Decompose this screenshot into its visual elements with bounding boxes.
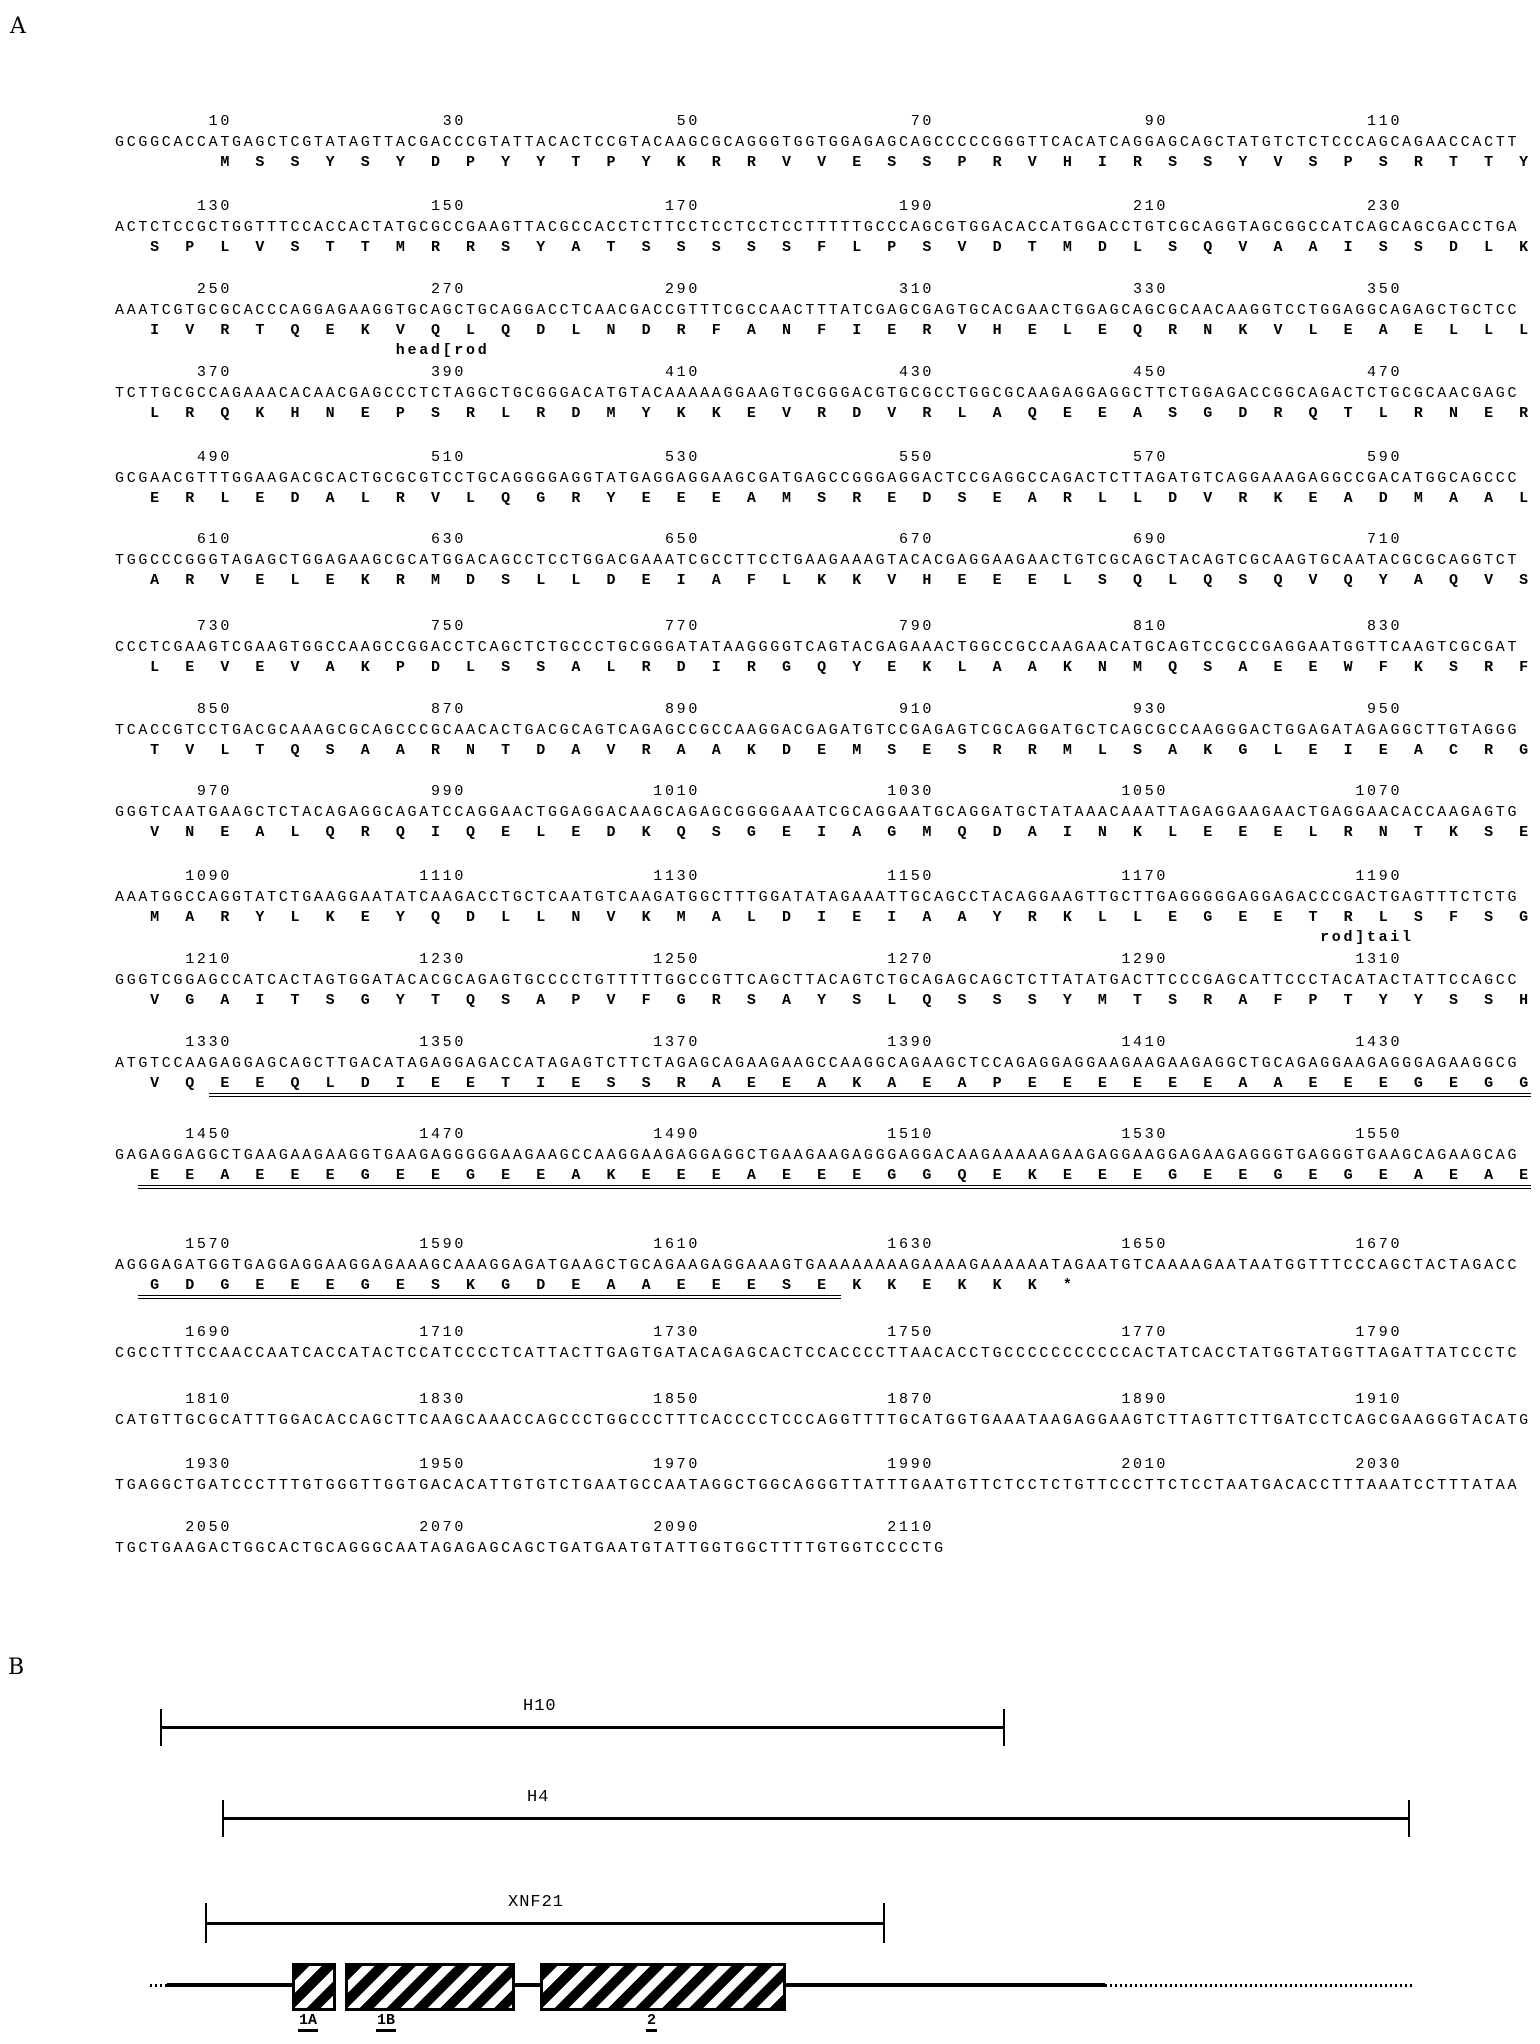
position-numbers-line: 1930 1950 1970 1990 2010 2030 (115, 1456, 1403, 1473)
amino-acid-line: M S S Y S Y D P Y Y T P Y K R R V V E S S P R V H I R S S Y V S P S R T T Y (115, 154, 1531, 171)
nucleotide-line: TGCTGAAGACTGGCACTGCAGGGCAATAGAGAGCAGCTGATGAATGTATTGGTGGCTTTTGTGGTCCCCTG (115, 1540, 946, 1557)
amino-acid-line: V Q E E Q L D I E E T I E S S R A E E A K A E A P E E E E E E A A E E E G E G G (115, 1076, 1531, 1092)
protein-dotted-line (150, 1984, 167, 1987)
position-numbers-line: 1210 1230 1250 1270 1290 1310 (115, 951, 1403, 968)
amino-acid-line: M A R Y L K E Y Q D L L N V K M A L D I E I A A Y R K L L E G E E T R L S F S G (115, 909, 1531, 926)
amino-acid-line: E R L E D A L R V L Q G R Y E E E A M S R E D S E A R L L D V R K E A D M A A L (115, 490, 1531, 507)
clone-name-label: XNF21 (508, 1893, 565, 1912)
position-numbers-line: 730 750 770 790 810 830 (115, 618, 1403, 635)
position-numbers-line: 1810 1830 1850 1870 1890 1910 (115, 1391, 1403, 1408)
clone-right-tick (1408, 1800, 1410, 1837)
clone-extent-line (160, 1726, 1005, 1729)
clone-name-label: H10 (523, 1697, 557, 1716)
panel-b-label: B (8, 1655, 25, 1680)
glutamate-tail-underline: E E A E E E G E E G E E A K E E E A E E E G G Q E K E E E G E E G E G E A E A E (138, 1167, 1530, 1189)
amino-acid-line: S P L V S T T M R R S Y A T S S S S S F L P S V D T M D L S Q V A A I S S D L K (115, 239, 1531, 256)
protein-dotted-line (1105, 1984, 1415, 1987)
nucleotide-line: AAATCGTGCGCACCCAGGAGAAGGTGCAGCTGCAGGACCTCAACGACCGTTTCGCCAACTTTATCGAGCGAGTGCACGAACTGGAGCAGCGCAACAAGGTCCTGGAGGCAGAGCTGCTCC (115, 302, 1520, 319)
nucleotide-line: TCTTGCGCCAGAAACACAACGAGCCCTCTAGGCTGCGGGACATGTACAAAAAGGAAGTGCGGGACGTGCGCCTGGCGCAAGAGGAGGCTTCTGGAGACCGGCAGACTCTGCGCAACGAGC (115, 385, 1520, 402)
position-numbers-line: 1690 1710 1730 1750 1770 1790 (115, 1324, 1403, 1341)
clone-left-tick (222, 1800, 224, 1837)
nucleotide-line: GAGAGGAGGCTGAAGAAGAAGGTGAAGAGGGGGAAGAAGCCAAGGAAGAGGAGGCTGAAGAAGAGGGAGGACAAGAAAAAGAAGAGGAAGGAGAAGAGGGTGAGGGTGAAGCAGAAGCAG (115, 1147, 1520, 1164)
nucleotide-line: TGGCCCGGGTAGAGCTGGAGAAGCGCATGGACAGCCTCCTGGACGAAATCGCCTTCCTGAAGAAAGTACACGAGGAAGAACTGTCGCAGCTACAGTCGCAAGTGCAATACGCGCAGGTCT (115, 552, 1520, 569)
nucleotide-line: TCACCGTCCTGACGCAAAGCGCAGCCCGCAACACTGACGCAGTCAGAGCCGCCAAGGACGAGATGTCCGAGAGTCGCAGGATGCTCAGCGCCAAGGGACTGGAGATAGAGGCTTGTAGGG (115, 722, 1520, 739)
amino-acid-line (115, 1168, 1531, 1184)
position-numbers-line: 850 870 890 910 930 950 (115, 701, 1403, 718)
position-numbers-line: 610 630 650 670 690 710 (115, 531, 1403, 548)
coil-domain-label: 1B (376, 2012, 396, 2032)
nucleotide-line: CGCCTTTCCAACCAATCACCATACTCCATCCCCTCATTACTTGAGTGATACAGAGCACTCCACCCCTTAACACCTGCCCCCCCCCCCACTATCACCTATGGTATGGTTAGATTATCCCTC (115, 1345, 1520, 1362)
position-numbers-line: 250 270 290 310 330 350 (115, 281, 1403, 298)
coil-domain-box-1a (292, 1963, 336, 2011)
protein-backbone-line (783, 1983, 1105, 1987)
position-numbers-line: 130 150 170 190 210 230 (115, 198, 1403, 215)
position-numbers-line: 2050 2070 2090 2110 (115, 1519, 935, 1536)
panel-a-label: A (10, 14, 26, 39)
position-numbers-line: 370 390 410 430 450 470 (115, 364, 1403, 381)
nucleotide-line: GCGAACGTTTGGAAGACGCACTGCGCGTCCTGCAGGGGAGGTATGAGGAGGAAGCGATGAGCCGGGAGGACTCCGAGGCCAGACTCTTAGATGTCAGGAAAGAGGCCGACATGGCAGCCC (115, 470, 1520, 487)
nucleotide-line: TGAGGCTGATCCCTTTGTGGGTTGGTGACACATTGTGTCTGAATGCCAATAGGCTGGCAGGGTTATTTGAATGTTCTCCTCTGTTCCCTTCTCCTAATGACACCTTTAAATCCTTTATAA (115, 1477, 1520, 1494)
amino-acid-line: A R V E L E K R M D S L L D E I A F L K K V H E E E L S Q L Q S Q V Q Y A Q V S (115, 572, 1531, 589)
position-numbers-line: 1090 1110 1130 1150 1170 1190 (115, 868, 1403, 885)
nucleotide-line: GGGTCGGAGCCATCACTAGTGGATACACGCAGAGTGCCCCTGTTTTTGGCCGTTCAGCTTACAGTCTGCAGAGCAGCTCTTATATGACTTCCCGAGCATTCCCTACATACTATTCCAGCC (115, 972, 1520, 989)
position-numbers-line: 1570 1590 1610 1630 1650 1670 (115, 1236, 1403, 1253)
clone-name-label: H4 (527, 1788, 550, 1807)
amino-acid-line: V N E A L Q R Q I Q E L E D K Q S G E I A G M Q D A I N K L E E E L R N T K S E (115, 824, 1531, 841)
amino-acid-line: V G A I T S G Y T Q S A P V F G R S A Y S L Q S S S Y M T S R A F P T Y Y S S H (115, 992, 1531, 1009)
coil-domain-label: 1A (298, 2012, 318, 2032)
nucleotide-line: AAATGGCCAGGTATCTGAAGGAATATCAAGACCTGCTCAATGTCAAGATGGCTTTGGATATAGAAATTGCAGCCTACAGGAAGTTGCTTGAGGGGGAGGAGACCCGACTGAGTTTCTCTG (115, 889, 1520, 906)
amino-acid-line: G D G E E E G E S K G D E A A E E E S E K K E K K K * (115, 1278, 1075, 1294)
coil-domain-label: 2 (646, 2012, 657, 2032)
clone-right-tick (1003, 1709, 1005, 1746)
glutamate-tail-underline: G D G E E E G E S K G D E A A E E E S E (138, 1277, 840, 1299)
nucleotide-line: GGGTCAATGAAGCTCTACAGAGGCAGATCCAGGAACTGGAGGACAAGCAGAGCGGGGAAATCGCAGGAATGCAGGATGCTATAAACAAATTAGAGGAAGAACTGAGGAACACCAAGAGTG (115, 804, 1520, 821)
position-numbers-line: 10 30 50 70 90 110 (115, 113, 1403, 130)
protein-backbone-line (167, 1983, 294, 1987)
amino-acid-line: L E V E V A K P D L S S A L R D I R G Q Y E K L A A K N M Q S A E E W F K S R F (115, 659, 1531, 676)
position-numbers-line: 970 990 1010 1030 1050 1070 (115, 783, 1403, 800)
nucleotide-line: GCGGCACCATGAGCTCGTATAGTTACGACCCGTATTACACTCCGTACAAGCGCAGGGTGGTGGAGAGCAGCCCCCGGGTTCACATCAGGAGCAGCTATGTCTCTCCCAGCAGAACCACTT (115, 134, 1520, 151)
position-numbers-line: 1330 1350 1370 1390 1410 1430 (115, 1034, 1403, 1051)
clone-left-tick (205, 1903, 207, 1943)
nucleotide-line: AGGGAGATGGTGAGGAGGAAGGAGAAAGCAAAGGAGATGAAGCTGCAGAAGAGGAAAGTGAAAAAAAAGAAAAGAAAAAATAGAATGTCAAAAGAATAATGGTTTCCCAGCTACTAGACC (115, 1257, 1520, 1274)
amino-acid-line: L R Q K H N E P S R L R D M Y K K E V R D V R L A Q E E A S G D R Q T L R N E R (115, 405, 1531, 422)
position-numbers-line: 1450 1470 1490 1510 1530 1550 (115, 1126, 1403, 1143)
clone-extent-line (205, 1922, 885, 1925)
clone-extent-line (222, 1817, 1410, 1820)
clone-right-tick (883, 1903, 885, 1943)
coil-domain-box-1b (345, 1963, 515, 2011)
amino-acid-line: I V R T Q E K V Q L Q D L N D R F A N F I E R V H E L E Q R N K V L E A E L L L (115, 322, 1531, 339)
protein-backbone-line (515, 1983, 542, 1987)
nucleotide-line: CATGTTGCGCATTTGGACACCAGCTTCAAGCAAACCAGCCCTGGCCCTTTCACCCCTCCCAGGTTTTGCATGGTGAAATAAGAGGAAGTCTTAGTTCTTGATCCTCAGCGAAGGGTACATG (115, 1412, 1531, 1429)
amino-acid-line: T V L T Q S A A R N T D A V R A A K D E M S E S R R M L S A K G L E I E A C R G (115, 742, 1531, 759)
coil-domain-box-2 (540, 1963, 786, 2011)
clone-left-tick (160, 1709, 162, 1746)
nucleotide-line: CCCTCGAAGTCGAAGTGGCCAAGCCGGACCTCAGCTCTGCCCTGCGGGATATAAGGGGTCAGTACGAGAAACTGGCCGCCAAGAACATGCAGTCCGCCGAGGAATGGTTCAAGTCGCGAT (115, 639, 1520, 656)
domain-boundary-annotation: rod]tail (1320, 929, 1414, 946)
nucleotide-line: ACTCTCCGCTGGTTTCCACCACTATGCGCCGAAGTTACGCCACCTCTTCCTCCTCCTCCTTTTTGCCCAGCGTGGACACCATGGACCTGTCGCAGGTAGCGGCCATCAGCAGCGACCTGA (115, 219, 1520, 236)
nucleotide-line: ATGTCCAAGAGGAGCAGCTTGACATAGAGGAGACCATAGAGTCTTCTAGAGCAGAAGAAGCCAAGGCAGAAGCTCCAGAGGAGGAAGAAGAAGAGGCTGCAGAGGAAGAGGGAGAAGGCG (115, 1055, 1520, 1072)
glutamate-tail-underline: E E Q L D I E E T I E S S R A E E A K A E A P E E E E E E A A E E E G E G G (209, 1075, 1531, 1097)
position-numbers-line: 490 510 530 550 570 590 (115, 449, 1403, 466)
domain-boundary-annotation: head[rod (395, 342, 490, 359)
